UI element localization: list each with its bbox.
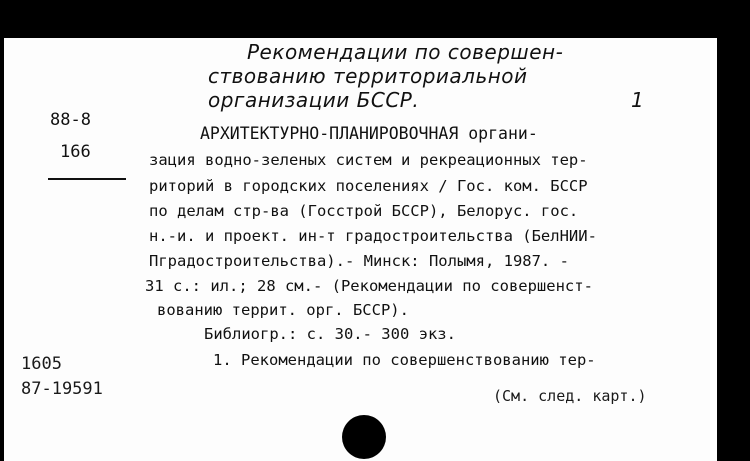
catalog-number-2: 87-19591 [21,379,103,399]
subject-heading-line: 1. Рекомендации по совершенствованию тер- [213,351,596,369]
shelf-mark-divider [48,178,126,180]
entry-line-2: зация водно-зеленых систем и рекреационных тер- [149,151,588,169]
entry-line-5: н.-и. и проект. ин-т градостроительства (БелНИИ- [149,227,597,245]
shelf-mark-bottom: 166 [60,142,91,162]
entry-line-7: 31 с.: ил.; 28 см.- (Рекомендации по совершенст- [145,277,593,295]
catalog-card [4,38,717,461]
entry-line-8: вованию террит. орг. БССР). [157,301,409,319]
ink-blot [342,415,386,459]
entry-heading-line: АРХИТЕКТУРНО-ПЛАНИРОВОЧНАЯ органи- [200,124,538,143]
catalog-number-1: 1605 [21,354,62,374]
continuation-note: (См. след. карт.) [493,387,647,405]
entry-line-3: риторий в городских поселениях / Гос. ком. БССР [149,177,588,195]
handwritten-note-line-2: ствованию территориальной [208,64,528,88]
shelf-mark-top: 88-8 [50,110,91,130]
handwritten-note-line-1: Рекомендации по совершен- [247,40,564,64]
bibliography-line: Библиогр.: с. 30.- 300 экз. [204,325,456,343]
handwritten-note-line-3: организации БССР. [208,88,420,112]
entry-line-4: по делам стр-ва (Госстрой БССР), Белорус. гос. [149,202,579,220]
entry-line-6: Пградостроительства).- Минск: Полымя, 1987. - [149,252,569,270]
handwritten-note-number: 1 [631,88,645,112]
